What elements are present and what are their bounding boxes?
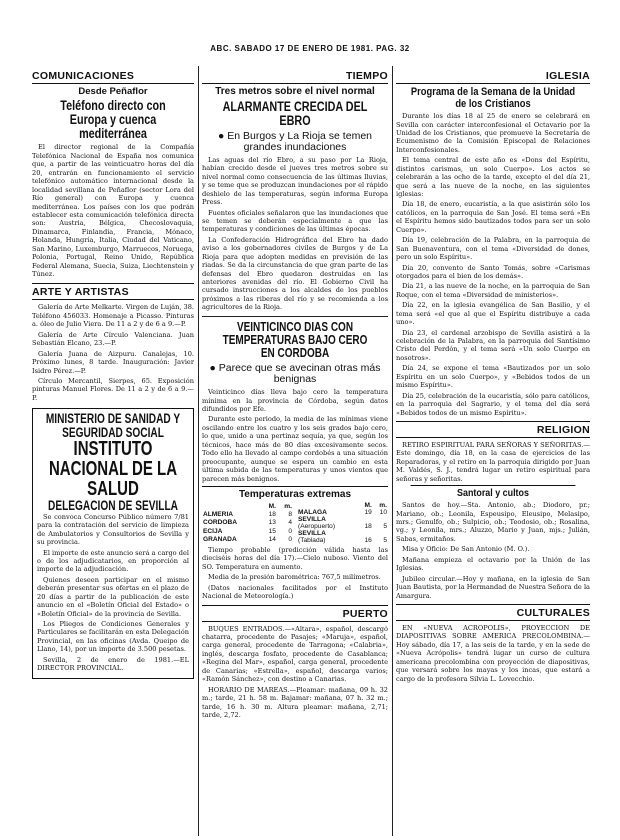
article-paragraph: El director regional de la Compañía Telefónica Nacional de España nos comunica que, a partir de las veinticuatro horas del día 20, entrarán en funcionamiento el servicio telefónico automático internacional desde la localidad sevillana de Peñaflor (sector Lora del Río general) con Europa y cuenca mediterránea. Los países con los que podrán establecer esta comunicación telefónica directa son: Austria, Bélgica, Checoslovaquia, Dinamarca, Finlandia, Francia, Mónaco, Holanda, Hungría, Italia, Ciudad del Vaticano, San Marino, Luxemburgo, Marruecos, Noruega, Polonia, Portugal, Reino Unido, República Federal Alemana, Suecia, Suiza, Liechtenstein y Túnez. — [32, 143, 194, 279]
article-paragraph: Fuentes oficiales señalaron que las inundaciones que se temen se deberán especialmente a que las temperaturas y condiciones de las últimas épocas. — [202, 208, 388, 234]
insalud-notice — [32, 408, 194, 678]
table-row: (Tablada) 16 5 — [298, 536, 387, 544]
article-paragraph: Durante este periodo, la media de las mínimas viene oscilando entre los cuatro y los seis grados bajo cero, lo que, unido a una pertinaz sequía, ya que, según los técnicos, hace más de 80 días excesivamente secos. Todo ello ha llevado al campo cordobés a una situación preocupante, aunque se espera un cambio en esta última subida de las temperaturas y unos vientos que parecen más benignos. — [202, 415, 388, 483]
table-row: (Aeropuerto) 18 5 — [298, 522, 387, 530]
gallery-listing: Galería Juana de Aizpuru. Canalejas, 10. Próximo lunes, 8 tarde. Inauguración: Javier Isidro Pérez.—P. — [32, 349, 194, 375]
retiro-paragraph: RETIRO ESPIRITUAL PARA SEÑORAS Y SEÑORITAS.—Este domingo, día 18, en la casa de ejercicios de las Reparadoras, y el retiro en la parroquia dirigido por Juan M. Valdés, S. J., tendrá lugar un retiro espiritual para señoras y señoritas. — [396, 440, 590, 483]
source-paragraph: (Datos nacionales facilitados por el Instituto Nacional de Meteorología.) — [202, 583, 388, 601]
culturales-paragraph: EN «NUEVA ACROPOLIS», PROYECCION DE DIAPOSITIVAS SOBRE AMERICA PRECOLOMBINA.—Hoy sábado, día 17, a las seis de la tarde, y en la sede de «Nueva Acrópolis» tendrá lugar un curso de cultura americana precolombina con proyección de diapositivas, que versará sobre los mayas y los incas, que estará a cargo de la profesora Silvia L. Lovecchio. — [396, 623, 590, 683]
santoral-paragraph: Jubileo circular.—Hoy y mañana, en la iglesia de San Juan Bautista, por la Hermandad de Nuestra Señora de la Amargura. — [396, 574, 590, 600]
table-row: ALMERIA 18 8 — [203, 511, 292, 519]
article-headline: Programa de la Semana de la Unidad de los Cristianos — [410, 86, 576, 110]
temps-title: Temperaturas extremas — [202, 486, 388, 500]
table-row: ECIJA 15 0 — [203, 527, 292, 535]
notice-paragraph: Los Pliegos de Condiciones Generales y Particulares se facilitarán en esta Delegación Provincial, en las oficinas (Avda. Queipo de Llano, 14), por un importe de 3.500 pesetas. — [37, 620, 189, 654]
section-tiempo: TIEMPO — [202, 70, 388, 84]
forecast-paragraph: Tiempo probable (predicción válida hasta las dieciséis horas del día 17).—Cielo nuboso. Viento del SO. Temperatura en aumento. — [202, 545, 388, 571]
notice-paragraph: Se convoca Concurso Público número 7/81 para la contratación del servicio de limpieza de Ambulatorios y Consultorios de Sevilla y su provincia. — [37, 512, 189, 547]
divider — [202, 316, 388, 317]
article-paragraph: Día 24, se expone el tema «Bautizados por un solo Espíritu en un solo Cuerpo», y «Bebidos todos de un mismo Espíritu». — [396, 364, 590, 390]
article-paragraph: Día 20, convento de Santo Tomás, sobre «Carismas otorgados para el bien de los demás». — [396, 263, 590, 280]
section-religion: RELIGION — [396, 421, 590, 438]
section-arte: ARTE Y ARTISTAS — [32, 283, 194, 300]
article-paragraph: El tema central de este año es «Dons del Espíritu, distintos carismas, un solo Cuerpo». Los actos se celebrarán a las ocho de la tarde, excepto el del día 21, que será a las nueve de la noche, en las siguientes iglesias: — [396, 156, 590, 199]
santoral-title: Santoral y cultos — [411, 485, 576, 499]
column-right — [396, 66, 590, 685]
pressure-paragraph: Media de la presión barométrica: 767,5 milímetros. — [208, 573, 381, 582]
gallery-listing: Círculo Mercantil, Sierpes, 65. Exposición pinturas Manuel Flores. De 11 a 2 y de 6 a 9.—P. — [32, 376, 194, 402]
section-comunicaciones: COMUNICACIONES — [32, 70, 194, 84]
temps-tables — [202, 500, 388, 546]
column-middle — [202, 66, 388, 721]
article-paragraph: Durante los días 18 al 25 de enero se celebrará en Sevilla con carácter interconfesional el Octavario por la Unidad de los Cristianos, que promueve la Secretaría de Ecumenismo de la Comisión Episcopal de Relaciones Interconfesionales. — [396, 112, 590, 154]
santoral-paragraph: Santos de hoy.—Sta. Antonio, ab.; Diodoro, pr.; Mariano, ob.; Leonila, Espeusipo, Eleusipo, Melasipo, mrs.; Genulfo, ob.; Sulpicio, ob.; Teodosio, ob.; Rosalina, vg.; y Leonila, mrs.; Aluzzo, Mario y Juan, mjs.; Julián, Sabas, ermitaños. — [396, 501, 590, 543]
article-paragraph: Las aguas del río Ebro, a su paso por La Rioja, habían crecido desde el jueves tres metros sobre su nivel normal como consecuencia de las últimas lluvias, y se teme que se produzcan inundaciones por el rápido deshielo de las temperaturas, según informa Europa Press. — [202, 155, 388, 207]
page-header: ABC. SABADO 17 DE ENERO DE 1981. PAG. 32 — [210, 44, 410, 53]
notice-ministry: MINISTERIO DE SANIDAD Y SEGURIDAD SOCIAL — [45, 411, 181, 440]
table-row: CORDOBA 13 4 — [203, 519, 292, 527]
tides-paragraph: HORARIO DE MAREAS.—Pleamar: mañana, 09 h. 32 m.; tarde, 21 h. 58 m. Bajamar: mañana, 07 h. 32 m.; tarde, 16 h. 30 m. Altura pleamar: mañana, 2,71; tarde, 2,72. — [202, 685, 388, 719]
section-puerto: PUERTO — [202, 605, 388, 622]
column-left — [32, 66, 194, 679]
article-paragraph: La Confederación Hidrográfica del Ebro ha dado aviso a los gobernadores civiles de Burgos y de La Rioja para que adopten medidas en previsión de las riadas. Se da la circunstancia de que gran parte de las defensas del Ebro quedaron destruidas en las anteriores avenidas del río. El Gobierno Civil ha cursado instrucciones a los alcaldes de los pueblos próximos a las riberas del río y se recomienda a los agricultores de la Rioja. — [202, 235, 388, 312]
temps-table-left: M. m. ALMERIA 18 8 CORDOBA 13 4 ECIJA 15 0 GRANADA 14 0 — [203, 502, 292, 544]
section-iglesia: IGLESIA — [396, 70, 590, 84]
article-paragraph: Día 25, celebración de la eucaristía, sólo para católicos, en la parroquia del Sagrario, y el tema del día será «Bebidos todos de un mismo Espíritu». — [396, 391, 590, 417]
article-paragraph: Día 22, en la iglesia evangélica de San Basilio, y el tema será «el que al que el Espíritu distribuye a cada uno». — [396, 301, 590, 327]
article-headline: ALARMANTE CRECIDA DEL EBRO — [222, 98, 368, 128]
notice-delegation: DELEGACION DE SEVILLA — [48, 498, 178, 514]
port-paragraph: BUQUES ENTRADOS.—«Altara», español, descargó chatarra, procedente de Pasajes; «Maruja», español, carga general, procedente de Tarragona; «Calabria», inglés, descarga fosfato, procedente de Casablanca; «Regina del Mar», español, carga general, procedente de Canarias; «Estrella», español, descarga varios; «Ramón Sánchez», con destino a Canarias. — [202, 624, 388, 684]
article-paragraph: Día 18, de enero, eucaristía, a la que asistirán sólo los católicos, en la parroquia de San José. El tema será «En el Espíritu hemos sido bautizados todos para ser un solo Cuerpo». — [396, 200, 590, 234]
notice-paragraph: El importe de este anuncio será a cargo del o de los adjudicatarios, en proporción al importe de la adjudicación. — [37, 548, 189, 574]
bullet-icon: ● — [209, 362, 216, 375]
article-paragraph: Veinticinco días lleva bajo cero la temperatura mínima en la provincia de Córdoba, según datos difundidos por Efe. — [202, 388, 388, 414]
article-kicker: Desde Peñaflor — [78, 86, 148, 97]
article-paragraph: Día 19, celebración de la Palabra, en la parroquia de San Buenaventura, con el tema «Diversidad de dones, pero un solo Espíritu». — [396, 236, 590, 262]
column-divider — [392, 66, 393, 836]
article-headline: Teléfono directo con Europa y cuenca mediterránea — [60, 97, 166, 142]
article-headline-cordoba: VEINTICINCO DIAS CON TEMPERATURAS BAJO CERO EN CORDOBA — [222, 319, 368, 360]
notice-institute: INSTITUTO NACIONAL DE LA SALUD — [48, 438, 178, 501]
table-row: SEVILLA — [298, 529, 326, 537]
table-row: GRANADA 14 0 — [203, 536, 292, 544]
santoral-paragraph: Mañana empieza el octavario por la Unión de las Iglesias. — [396, 555, 590, 573]
article-kicker: Tres metros sobre el nivel normal — [215, 86, 375, 97]
notice-paragraph: Quienes deseen participar en el mismo deberán presentar sus ofertas en el plazo de 20 días a partir de la publicación de este anuncio en el «Boletín Oficial del Estado» o «Boletín Oficial» de la provincia de Sevilla. — [37, 575, 189, 618]
table-row: MALAGA 19 10 — [298, 508, 387, 516]
bullet-icon: ● — [217, 129, 225, 142]
article-subhead: ● Parece que se avecinan otras más benignas — [209, 362, 381, 386]
temps-table-right: M. m. MALAGA 19 10 SEVILLA (Aeropuerto) 18 5 SEVILLA (Tablada) 16 5 — [298, 501, 387, 544]
gallery-listing: Galería de Arte Melkarte. Virgen de Luján, 38. Teléfono 456033. Homenaje a Picasso. Pinturas a. óleo de Julio Viera. De 11 a 2 y de 6 a 9.—P. — [32, 303, 194, 329]
column-divider — [198, 66, 199, 836]
notice-signature: Sevilla, 2 de enero de 1981.—EL DIRECTOR PROVINCIAL. — [37, 655, 189, 673]
santoral-paragraph: Misa y Oficio: De San Antonio (M. O.). — [402, 545, 530, 554]
table-row: SEVILLA — [298, 515, 326, 523]
gallery-listing: Galería de Arte Círculo Valenciana. Juan Sebastián Elcano, 23.—P. — [32, 330, 194, 348]
article-paragraph: Día 21, a las nueve de la noche, en la parroquia de San Roque, con el tema «Diversidad de ministerios». — [396, 282, 590, 299]
article-subhead: ● En Burgos y La Rioja se temen grandes inundaciones — [217, 129, 372, 153]
section-culturales: CULTURALES — [396, 604, 590, 621]
article-paragraph: Día 23, el cardenal arzobispo de Sevilla asistirá a la celebración de la Palabra, en la parroquia del Santísimo Cristo del Perdón, y el tema será «Un solo Cuerpo en nosotros». — [396, 328, 590, 362]
